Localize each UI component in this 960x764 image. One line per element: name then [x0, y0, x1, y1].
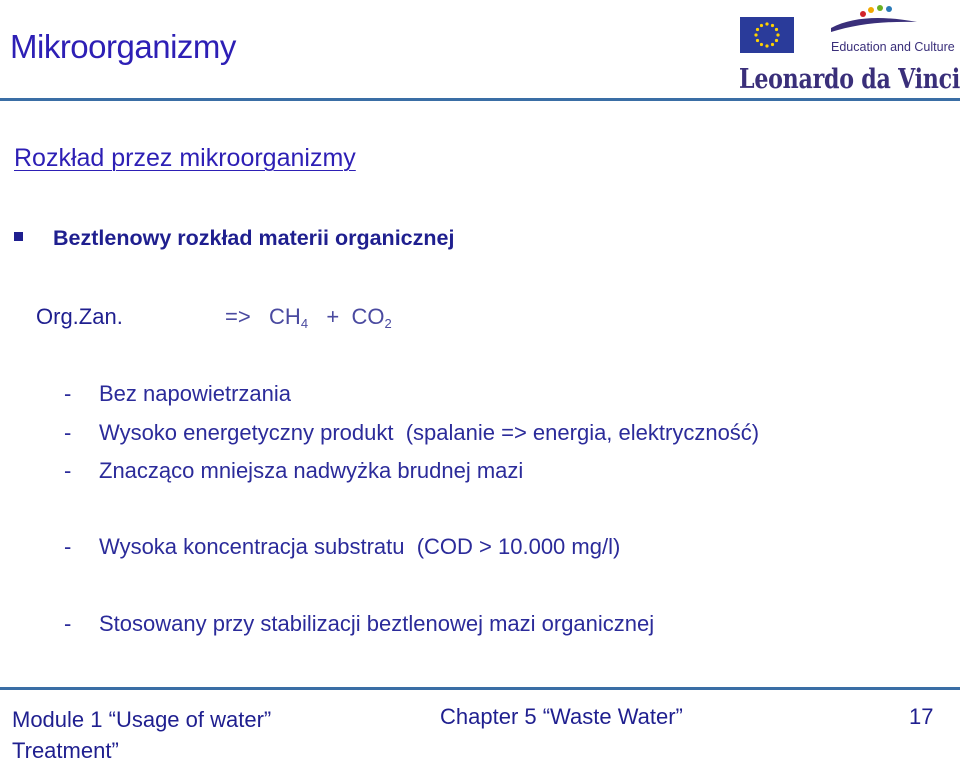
- education-culture-label: Education and Culture: [831, 40, 955, 54]
- list-item-text: Wysoko energetyczny produkt (spalanie => energia, elektryczność): [99, 420, 760, 445]
- page-number: 17: [909, 704, 934, 729]
- dash-marker: -: [64, 611, 72, 636]
- formula-co-subscript: 2: [384, 316, 392, 331]
- list-item: [64, 611, 654, 637]
- eu-flag-icon: [740, 17, 794, 53]
- list-item-text: Bez napowietrzania: [99, 381, 292, 406]
- education-culture-swoosh-icon: [829, 2, 919, 38]
- formula-arrow: =>: [225, 304, 251, 329]
- square-bullet-icon: [14, 232, 23, 241]
- formula-products: [225, 304, 392, 330]
- formula-substrate: Org.Zan.: [36, 304, 123, 329]
- dash-marker: -: [64, 420, 72, 445]
- slide-title: Mikroorganizmy: [10, 28, 236, 65]
- formula-ch-subscript: 4: [300, 316, 309, 331]
- header-divider: [0, 98, 960, 101]
- list-item: [64, 381, 291, 407]
- list-item-text: Stosowany przy stabilizacji beztlenowej mazi organicznej: [99, 611, 655, 636]
- dash-marker: -: [64, 458, 72, 483]
- footer-divider: [0, 687, 960, 690]
- bullet-heading: Beztlenowy rozkład materii organicznej: [53, 226, 455, 250]
- list-item-text: Wysoka koncentracja substratu (COD > 10.000 mg/l): [99, 534, 621, 559]
- list-item: [64, 458, 523, 484]
- footer-chapter: Chapter 5 “Waste Water”: [440, 704, 683, 729]
- dash-marker: -: [64, 534, 72, 559]
- section-subtitle: Rozkład przez mikroorganizmy: [14, 144, 356, 172]
- list-item: [64, 534, 620, 560]
- footer-module: Module 1 “Usage of water” Treatment”: [12, 707, 272, 763]
- dash-marker: -: [64, 381, 72, 406]
- leonardo-da-vinci-logo: Leonardo da Vinci: [739, 64, 960, 95]
- list-item-text: Znacząco mniejsza nadwyżka brudnej mazi: [99, 458, 524, 483]
- list-item: [64, 420, 759, 446]
- formula-co: CO: [351, 304, 385, 329]
- formula-ch: CH: [269, 304, 301, 329]
- formula-plus: +: [326, 304, 340, 329]
